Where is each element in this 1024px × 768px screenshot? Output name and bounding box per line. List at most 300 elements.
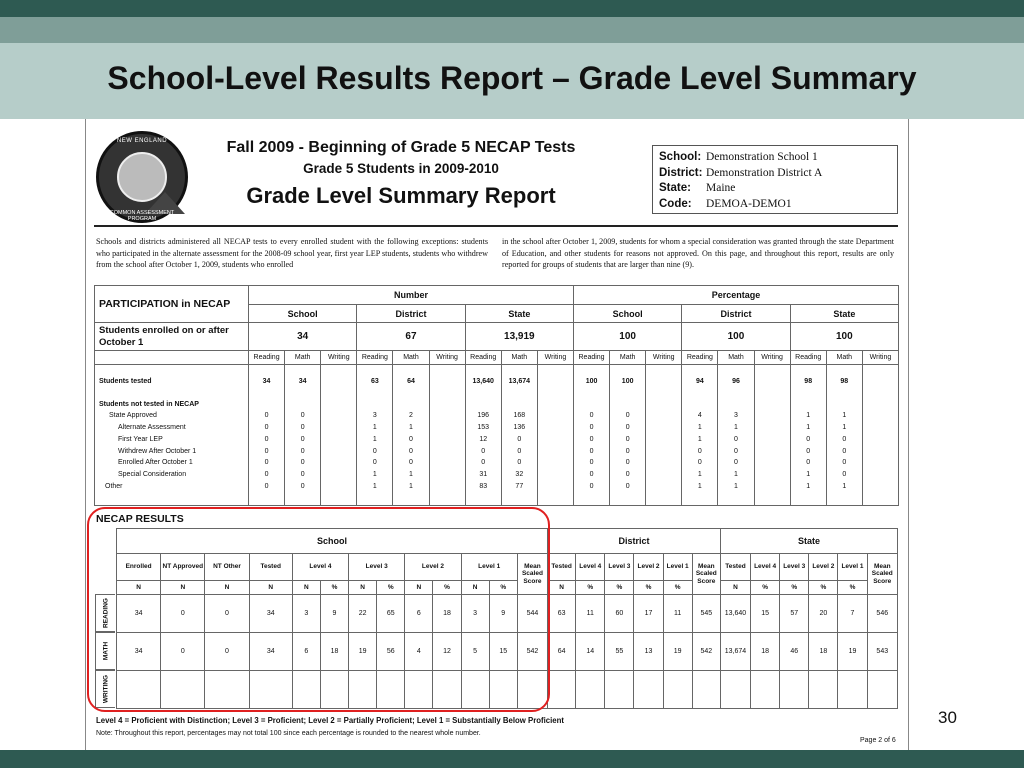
level-header: State xyxy=(465,305,573,323)
not-tested-column xyxy=(501,399,537,500)
enrolled-label: Students enrolled on or after October 1 xyxy=(95,323,249,351)
unit-cell: % xyxy=(605,581,634,595)
group-school: School xyxy=(117,529,548,554)
results-value: 0 xyxy=(161,595,205,633)
results-value: 11 xyxy=(576,595,605,633)
divider xyxy=(94,225,898,227)
subject-header: Math xyxy=(501,351,537,365)
unit-cell: N xyxy=(349,581,377,595)
results-column-header: Tested xyxy=(249,554,292,581)
not-tested-value xyxy=(646,422,681,434)
not-tested-value xyxy=(646,457,681,469)
unit-cell: % xyxy=(320,581,348,595)
not-tested-value: 0 xyxy=(842,471,847,479)
not-tested-value: 0 xyxy=(300,483,305,491)
tested-value xyxy=(862,365,898,399)
results-value: 6 xyxy=(292,633,320,671)
not-tested-value: 0 xyxy=(409,447,413,455)
results-value: 5 xyxy=(461,633,489,671)
not-tested-value: 0 xyxy=(625,412,630,420)
participation-header-row xyxy=(95,286,899,305)
subject-label: WRITING xyxy=(102,674,109,704)
not-tested-column xyxy=(682,399,718,500)
group-state: State xyxy=(720,529,897,554)
results-value: 18 xyxy=(809,633,838,671)
not-tested-row-label: Other xyxy=(105,483,123,491)
not-tested-value xyxy=(755,446,790,458)
not-tested-value: 0 xyxy=(264,412,269,420)
unit-cell: N xyxy=(461,581,489,595)
results-value: 46 xyxy=(780,633,809,671)
not-tested-value: 153 xyxy=(477,424,490,432)
subject-header: Writing xyxy=(646,351,682,365)
results-value: 6 xyxy=(405,595,433,633)
not-tested-value: 4 xyxy=(697,412,702,420)
not-tested-value: 1 xyxy=(697,424,702,432)
not-tested-value: 1 xyxy=(372,471,377,479)
results-column-header: Level 3 xyxy=(780,554,809,581)
not-tested-value: 1 xyxy=(842,424,847,432)
not-tested-column xyxy=(429,399,465,500)
not-tested-value xyxy=(755,469,790,481)
not-tested-value: 0 xyxy=(842,447,847,455)
not-tested-value: 0 xyxy=(264,424,269,432)
results-column-header: Level 4 xyxy=(292,554,348,581)
results-column-header: Tested xyxy=(720,554,750,581)
not-tested-value xyxy=(538,422,573,434)
not-tested-value xyxy=(538,446,573,458)
bottom-bar xyxy=(0,750,1024,768)
results-value: 65 xyxy=(377,595,405,633)
not-tested-value xyxy=(755,434,790,446)
not-tested-value: 0 xyxy=(697,447,702,455)
results-value: 545 xyxy=(692,595,720,633)
results-value xyxy=(634,671,663,709)
not-tested-value: 1 xyxy=(734,471,738,479)
results-column-header: Tested xyxy=(548,554,576,581)
results-column-header: Level 1 xyxy=(663,554,692,581)
not-tested-value: 0 xyxy=(625,483,630,491)
not-tested-value: 0 xyxy=(589,483,594,491)
page-number: Page 2 of 6 xyxy=(860,737,896,744)
subject-header: Reading xyxy=(465,351,501,365)
not-tested-label: Students not tested in NECAP xyxy=(99,400,199,408)
not-tested-value xyxy=(538,469,573,481)
tested-value xyxy=(754,365,790,399)
unit-cell: N xyxy=(405,581,433,595)
results-value: 22 xyxy=(349,595,377,633)
not-tested-value: 12 xyxy=(479,435,488,443)
results-value: 57 xyxy=(780,595,809,633)
not-tested-value: 0 xyxy=(481,447,486,455)
results-value: 64 xyxy=(548,633,576,671)
subject-label: READING xyxy=(102,598,109,628)
not-tested-value: 0 xyxy=(517,435,522,443)
unit-cell: N xyxy=(292,581,320,595)
not-tested-value xyxy=(755,422,790,434)
not-tested-value: 0 xyxy=(625,424,630,432)
not-tested-value xyxy=(863,457,898,469)
logo-bottom-text: COMMON ASSESSMENT PROGRAM xyxy=(109,210,175,222)
results-value: 18 xyxy=(751,633,780,671)
level-header: School xyxy=(249,305,357,323)
rounding-note: Note: Throughout this report, percentages may not total 100 since each percentage is rounded to the nearest whole number. xyxy=(96,730,481,737)
enrolled-value: 13,919 xyxy=(465,323,573,351)
not-tested-value: 0 xyxy=(517,459,522,467)
results-column-header: Level 3 xyxy=(605,554,634,581)
results-column-header: Level 1 xyxy=(461,554,517,581)
not-tested-value: 1 xyxy=(697,435,702,443)
participation-table xyxy=(94,285,899,506)
results-value xyxy=(692,671,720,709)
not-tested-value: 0 xyxy=(589,412,594,420)
level-legend: Level 4 = Proficient with Distinction; Level 3 = Proficient; Level 2 = Partially Proficient; Level 1 = Substantially Below Proficient xyxy=(96,716,564,725)
unit-cell: % xyxy=(780,581,809,595)
not-tested-value: 0 xyxy=(264,471,269,479)
not-tested-column xyxy=(790,399,826,500)
results-column-header: NT Other xyxy=(205,554,249,581)
not-tested-value: 0 xyxy=(372,447,377,455)
results-value xyxy=(720,671,750,709)
results-value: 34 xyxy=(117,633,161,671)
not-tested-value xyxy=(646,434,681,446)
not-tested-value xyxy=(430,410,465,422)
results-value: 0 xyxy=(205,633,249,671)
subject-label: MATH xyxy=(102,641,109,661)
results-value: 56 xyxy=(377,633,405,671)
not-tested-value: 1 xyxy=(806,471,811,479)
not-tested-value: 1 xyxy=(372,483,377,491)
results-value: 15 xyxy=(489,633,517,671)
not-tested-value: 0 xyxy=(264,483,269,491)
not-tested-value: 0 xyxy=(300,424,305,432)
school-info-box xyxy=(652,145,898,214)
subject-header: Writing xyxy=(862,351,898,365)
subject-header: Reading xyxy=(573,351,609,365)
not-tested-value: 2 xyxy=(409,412,413,420)
not-tested-row-label: Withdrew After October 1 xyxy=(118,447,197,455)
not-tested-value: 0 xyxy=(481,459,486,467)
tested-value: 13,674 xyxy=(501,365,537,399)
not-tested-value: 1 xyxy=(372,424,377,432)
report-heading-2: Grade 5 Students in 2009-2010 xyxy=(303,161,499,176)
results-column-header: Level 2 xyxy=(405,554,461,581)
tested-value xyxy=(429,365,465,399)
tested-value: 34 xyxy=(249,365,285,399)
not-tested-value: 0 xyxy=(409,459,413,467)
not-tested-value xyxy=(321,469,356,481)
results-value: 34 xyxy=(249,595,292,633)
not-tested-value: 0 xyxy=(734,459,738,467)
results-value: 15 xyxy=(751,595,780,633)
results-value: 14 xyxy=(576,633,605,671)
intro-paragraph-left: Schools and districts administered all NECAP tests to every enrolled student with the following exceptions: students who participated in the alternate assessment for the 2008-09 school year, first year LEP students, students who withdrew from the school after October 1, 2009, students who enrolled xyxy=(96,237,488,269)
percentage-header: Percentage xyxy=(573,286,898,305)
tested-value: 98 xyxy=(826,365,862,399)
necap-logo xyxy=(96,131,188,223)
results-value: 546 xyxy=(867,595,897,633)
unit-cell: % xyxy=(751,581,780,595)
tested-label: Students tested xyxy=(95,365,249,399)
unit-cell: N xyxy=(720,581,750,595)
results-value: 18 xyxy=(320,633,348,671)
not-tested-value: 77 xyxy=(515,483,524,491)
results-column-header: Level 2 xyxy=(809,554,838,581)
highlight-box xyxy=(87,507,550,712)
top-bar xyxy=(0,0,1024,17)
top-band xyxy=(0,17,1024,43)
results-column-header: Mean Scaled Score xyxy=(517,554,547,595)
not-tested-value: 0 xyxy=(806,447,811,455)
results-column-header: Level 3 xyxy=(349,554,405,581)
enrolled-value: 34 xyxy=(249,323,357,351)
not-tested-value: 0 xyxy=(625,459,630,467)
not-tested-value: 0 xyxy=(806,435,811,443)
not-tested-value: 0 xyxy=(300,459,305,467)
not-tested-labels xyxy=(95,399,249,500)
results-value: 0 xyxy=(205,595,249,633)
enrolled-row xyxy=(95,323,899,351)
not-tested-value: 0 xyxy=(589,435,594,443)
results-column-header: Level 2 xyxy=(634,554,663,581)
unit-cell: N xyxy=(548,581,576,595)
number-header: Number xyxy=(249,286,574,305)
tested-value: 94 xyxy=(682,365,718,399)
enrolled-value: 100 xyxy=(573,323,681,351)
not-tested-row-label: Enrolled After October 1 xyxy=(118,459,193,467)
not-tested-value xyxy=(863,481,898,493)
not-tested-value: 0 xyxy=(300,412,305,420)
subject-header: Writing xyxy=(321,351,357,365)
not-tested-value xyxy=(646,446,681,458)
not-tested-value: 32 xyxy=(515,471,524,479)
unit-cell: N xyxy=(161,581,205,595)
level-header: State xyxy=(790,305,898,323)
results-column-header: Enrolled xyxy=(117,554,161,581)
not-tested-value: 168 xyxy=(513,412,526,420)
not-tested-value xyxy=(430,422,465,434)
group-district: District xyxy=(548,529,721,554)
results-value: 17 xyxy=(634,595,663,633)
subject-header: Reading xyxy=(682,351,718,365)
not-tested-value: 0 xyxy=(264,435,269,443)
not-tested-value xyxy=(646,410,681,422)
blank-cell xyxy=(95,351,249,365)
tested-value: 98 xyxy=(790,365,826,399)
results-value: 19 xyxy=(349,633,377,671)
not-tested-value xyxy=(538,481,573,493)
not-tested-value xyxy=(863,469,898,481)
not-tested-value xyxy=(321,481,356,493)
not-tested-value xyxy=(430,446,465,458)
not-tested-value: 31 xyxy=(479,471,488,479)
subject-header: Math xyxy=(610,351,646,365)
results-value: 9 xyxy=(489,595,517,633)
subject-header: Reading xyxy=(249,351,285,365)
not-tested-value xyxy=(321,446,356,458)
not-tested-value: 1 xyxy=(806,424,811,432)
not-tested-value: 1 xyxy=(842,483,847,491)
not-tested-value: 0 xyxy=(300,471,305,479)
participation-title: PARTICIPATION in NECAP xyxy=(95,286,249,323)
report-heading-3: Grade Level Summary Report xyxy=(246,183,556,208)
results-column-header: Level 4 xyxy=(576,554,605,581)
slide-title: School-Level Results Report – Grade Level Summary xyxy=(107,60,917,96)
not-tested-column xyxy=(573,399,609,500)
not-tested-value xyxy=(755,481,790,493)
results-value: 55 xyxy=(605,633,634,671)
subject-header: Writing xyxy=(754,351,790,365)
tested-value: 13,640 xyxy=(465,365,501,399)
not-tested-value xyxy=(430,469,465,481)
not-tested-value xyxy=(321,434,356,446)
unit-cell: % xyxy=(838,581,867,595)
not-tested-value: 1 xyxy=(734,424,738,432)
subject-header: Math xyxy=(718,351,754,365)
not-tested-value: 0 xyxy=(806,459,811,467)
results-value xyxy=(867,671,897,709)
not-tested-value: 0 xyxy=(300,435,305,443)
not-tested-value: 1 xyxy=(842,412,847,420)
tested-value: 100 xyxy=(610,365,646,399)
tested-row xyxy=(95,365,899,399)
not-tested-value: 1 xyxy=(697,483,702,491)
subject-header: Math xyxy=(826,351,862,365)
not-tested-value: 1 xyxy=(409,471,413,479)
results-column-header: Level 1 xyxy=(838,554,867,581)
not-tested-column xyxy=(321,399,357,500)
not-tested-value: 0 xyxy=(589,424,594,432)
not-tested-value: 1 xyxy=(806,412,811,420)
enrolled-value: 100 xyxy=(790,323,898,351)
subject-header: Reading xyxy=(790,351,826,365)
subject-header-row xyxy=(95,351,899,365)
not-tested-value xyxy=(538,410,573,422)
level-header: School xyxy=(573,305,681,323)
not-tested-row xyxy=(95,399,899,500)
not-tested-value xyxy=(646,469,681,481)
slide-number: 30 xyxy=(938,708,957,727)
info-state: State: Maine xyxy=(659,182,736,194)
results-column-header: NT Approved xyxy=(161,554,205,581)
unit-cell: % xyxy=(433,581,461,595)
not-tested-column xyxy=(610,399,646,500)
results-value: 13,674 xyxy=(720,633,750,671)
not-tested-row-label: First Year LEP xyxy=(118,435,163,443)
info-district: District: Demonstration District A xyxy=(659,166,823,179)
level-header: District xyxy=(357,305,465,323)
not-tested-value: 0 xyxy=(517,447,522,455)
level-header: District xyxy=(682,305,790,323)
not-tested-value: 0 xyxy=(300,447,305,455)
not-tested-value: 1 xyxy=(806,483,811,491)
results-value: 7 xyxy=(838,595,867,633)
not-tested-value xyxy=(321,422,356,434)
unit-cell: N xyxy=(249,581,292,595)
not-tested-value: 0 xyxy=(842,459,847,467)
not-tested-column xyxy=(537,399,573,500)
not-tested-value: 1 xyxy=(409,424,413,432)
enrolled-value: 67 xyxy=(357,323,465,351)
subject-header: Reading xyxy=(357,351,393,365)
tested-value: 64 xyxy=(393,365,429,399)
not-tested-value: 1 xyxy=(697,471,702,479)
tested-value: 100 xyxy=(573,365,609,399)
not-tested-column xyxy=(357,399,393,500)
results-value: 19 xyxy=(663,633,692,671)
not-tested-value: 0 xyxy=(625,447,630,455)
not-tested-row-label: Special Consideration xyxy=(118,471,187,479)
subject-header: Math xyxy=(285,351,321,365)
tested-value: 34 xyxy=(285,365,321,399)
tested-value: 96 xyxy=(718,365,754,399)
not-tested-value xyxy=(755,410,790,422)
not-tested-value: 0 xyxy=(589,459,594,467)
not-tested-value xyxy=(863,446,898,458)
unit-cell: N xyxy=(117,581,161,595)
not-tested-value xyxy=(538,434,573,446)
not-tested-value: 0 xyxy=(372,459,377,467)
not-tested-value xyxy=(430,481,465,493)
results-value: 63 xyxy=(548,595,576,633)
not-tested-column xyxy=(285,399,321,500)
unit-cell: % xyxy=(634,581,663,595)
not-tested-column xyxy=(718,399,754,500)
results-column-header: Level 4 xyxy=(751,554,780,581)
results-value xyxy=(780,671,809,709)
unit-cell: % xyxy=(489,581,517,595)
not-tested-value: 0 xyxy=(264,447,269,455)
logo-top-text: NEW ENGLAND xyxy=(116,138,168,144)
not-tested-column xyxy=(465,399,501,500)
results-value: 19 xyxy=(838,633,867,671)
not-tested-value: 0 xyxy=(625,471,630,479)
results-value: 20 xyxy=(809,595,838,633)
not-tested-value: 136 xyxy=(513,424,526,432)
not-tested-value: 0 xyxy=(589,447,594,455)
not-tested-value: 0 xyxy=(409,435,413,443)
not-tested-column xyxy=(249,399,285,500)
not-tested-value xyxy=(646,481,681,493)
not-tested-value: 3 xyxy=(734,412,738,420)
results-value: 542 xyxy=(692,633,720,671)
not-tested-column xyxy=(393,399,429,500)
not-tested-value: 83 xyxy=(479,483,488,491)
not-tested-value xyxy=(755,457,790,469)
results-value: 34 xyxy=(117,595,161,633)
unit-cell: % xyxy=(809,581,838,595)
not-tested-column xyxy=(862,399,898,500)
results-value: 34 xyxy=(249,633,292,671)
not-tested-value: 0 xyxy=(842,435,847,443)
tested-value xyxy=(537,365,573,399)
results-value xyxy=(576,671,605,709)
not-tested-value xyxy=(863,410,898,422)
results-value: 0 xyxy=(161,633,205,671)
not-tested-value xyxy=(321,457,356,469)
results-value xyxy=(663,671,692,709)
necap-results-title: NECAP RESULTS xyxy=(96,513,184,525)
subject-header: Writing xyxy=(429,351,465,365)
not-tested-value: 1 xyxy=(372,435,377,443)
unit-cell: N xyxy=(205,581,249,595)
results-value xyxy=(548,671,576,709)
results-column-header: Mean Scaled Score xyxy=(867,554,897,595)
results-value: 13 xyxy=(634,633,663,671)
subject-header: Math xyxy=(393,351,429,365)
results-value: 13,640 xyxy=(720,595,750,633)
results-value: 18 xyxy=(433,595,461,633)
